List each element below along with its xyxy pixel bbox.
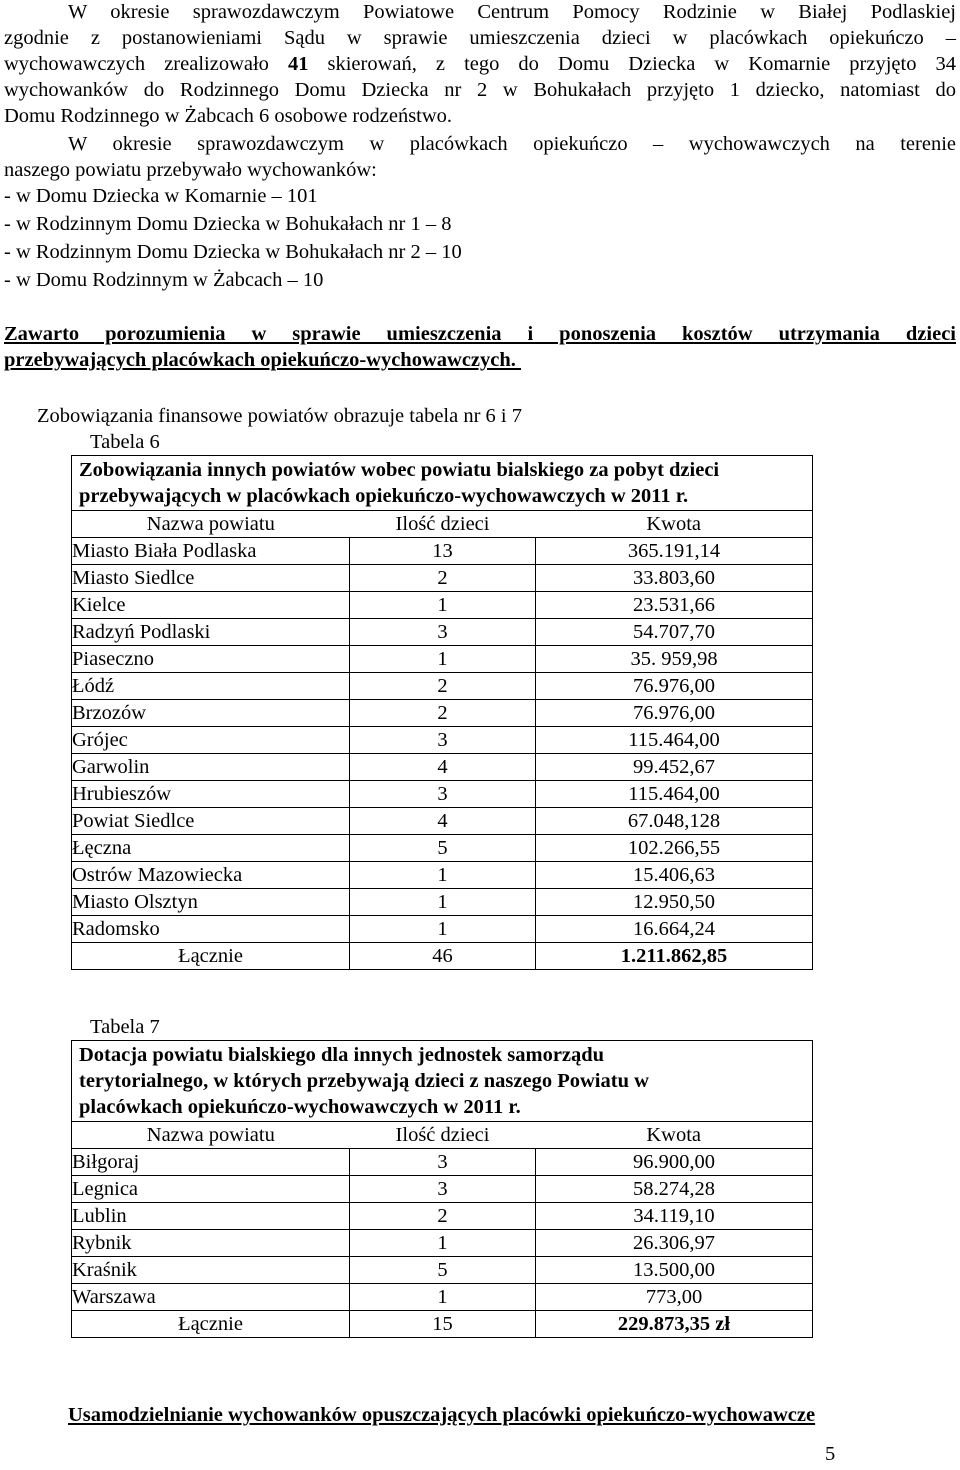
list-item: - w Rodzinnym Domu Dziecka w Bohukałach nr 1 – 8: [4, 213, 452, 235]
children-count: 3: [350, 727, 536, 754]
table-row: [72, 565, 813, 592]
table-7-caption: [72, 1041, 813, 1122]
children-count: 4: [350, 754, 536, 781]
caption-line: terytorialnego, w których przebywają dzieci z naszego Powiatu w: [79, 1070, 649, 1092]
table-6: [71, 455, 813, 970]
amount: 67.048,128: [536, 808, 813, 835]
county-name: Piaseczno: [72, 646, 350, 673]
table-row: [72, 1284, 813, 1311]
county-name: Legnica: [72, 1176, 350, 1203]
amount: 96.900,00: [536, 1149, 813, 1176]
table-6-label: Tabela 6: [90, 431, 160, 453]
table-row: [72, 619, 813, 646]
table-row: [72, 700, 813, 727]
amount: 35. 959,98: [536, 646, 813, 673]
intro-line-6: W okresie sprawozdawczym w placówkach opiekuńczo – wychowawczych na terenie: [68, 133, 956, 155]
table-row: [72, 646, 813, 673]
children-count: 3: [350, 1176, 536, 1203]
county-name: Radomsko: [72, 916, 350, 943]
table-row: [72, 1149, 813, 1176]
page-number: 5: [825, 1443, 836, 1465]
intro-line-5: Domu Rodzinnego w Żabcach 6 osobowe rodzeństwo.: [4, 105, 453, 127]
amount: 102.266,55: [536, 835, 813, 862]
county-name: Miasto Olsztyn: [72, 889, 350, 916]
children-count: 1: [350, 1284, 536, 1311]
children-count: 5: [350, 835, 536, 862]
total-amount: 1.211.862,85: [536, 943, 813, 970]
county-name: Powiat Siedlce: [72, 808, 350, 835]
children-count: 3: [350, 1149, 536, 1176]
amount: 773,00: [536, 1284, 813, 1311]
county-name: Rybnik: [72, 1230, 350, 1257]
children-count: 1: [350, 592, 536, 619]
county-name: Kraśnik: [72, 1257, 350, 1284]
table-row: [72, 916, 813, 943]
children-count: 5: [350, 1257, 536, 1284]
county-name: Garwolin: [72, 754, 350, 781]
table-row: [72, 889, 813, 916]
obligations-text: Zobowiązania finansowe powiatów obrazuje tabela nr 6 i 7: [37, 405, 522, 427]
intro-line-3: wychowawczych zrealizowało 41 skierowań, z tego do Domu Dziecka w Komarnie przyjęto 34: [4, 53, 957, 75]
list-item: - w Domu Rodzinnym w Żabcach – 10: [4, 269, 324, 291]
county-name: Hrubieszów: [72, 781, 350, 808]
children-count: 3: [350, 781, 536, 808]
children-count: 4: [350, 808, 536, 835]
agreement-heading-line-1: Zawarto porozumienia w sprawie umieszczenia i ponoszenia kosztów utrzymania dzieci: [4, 323, 956, 345]
total-label: Łącznie: [72, 943, 350, 970]
table-header-row: [72, 511, 813, 538]
children-count: 13: [350, 538, 536, 565]
county-name: Radzyń Podlaski: [72, 619, 350, 646]
table-header-row: [72, 1122, 813, 1149]
children-count: 1: [350, 862, 536, 889]
total-amount: 229.873,35 zł: [536, 1311, 813, 1338]
total-children: 15: [350, 1311, 536, 1338]
amount: 26.306,97: [536, 1230, 813, 1257]
total-label: Łącznie: [72, 1311, 350, 1338]
county-name: Ostrów Mazowiecka: [72, 862, 350, 889]
county-name: Miasto Biała Podlaska: [72, 538, 350, 565]
table-row: [72, 592, 813, 619]
table-row: [72, 835, 813, 862]
amount: 58.274,28: [536, 1176, 813, 1203]
table-row: [72, 754, 813, 781]
table-6-caption: Zobowiązania innych powiatów wobec powiatu bialskiego za pobyt dzieci przebywających w placówkach opiekuńczo-wychowawczych w 2011 r.: [72, 456, 813, 511]
intro-line-1: W okresie sprawozdawczym Powiatowe Centrum Pomocy Rodzinie w Białej Podlaskiej: [68, 1, 956, 23]
column-header: Nazwa powiatu: [146, 1124, 275, 1146]
amount: 54.707,70: [536, 619, 813, 646]
table-total-row: [72, 1311, 813, 1338]
amount: 115.464,00: [536, 781, 813, 808]
county-name: Warszawa: [72, 1284, 350, 1311]
table-total-row: [72, 943, 813, 970]
county-name: Grójec: [72, 727, 350, 754]
list-item: - w Rodzinnym Domu Dziecka w Bohukałach nr 2 – 10: [4, 241, 462, 263]
county-name: Miasto Siedlce: [72, 565, 350, 592]
table-row: [72, 673, 813, 700]
children-count: 2: [350, 565, 536, 592]
table-row: [72, 538, 813, 565]
children-count: 1: [350, 646, 536, 673]
intro-line-4: wychowanków do Rodzinnego Domu Dziecka nr 2 w Bohukałach przyjęto 1 dziecko, natomiast do: [4, 79, 956, 101]
amount: 365.191,14: [536, 538, 813, 565]
intro-line-7: naszego powiatu przebywało wychowanków:: [4, 159, 377, 181]
county-name: Łódź: [72, 673, 350, 700]
amount: 15.406,63: [536, 862, 813, 889]
county-name: Kielce: [72, 592, 350, 619]
amount: 23.531,66: [536, 592, 813, 619]
table-row: [72, 1203, 813, 1230]
caption-line: Dotacja powiatu bialskiego dla innych jednostek samorządu: [79, 1044, 605, 1066]
amount: 76.976,00: [536, 673, 813, 700]
column-header: Ilość dzieci: [395, 1124, 490, 1146]
table-row: [72, 727, 813, 754]
children-count: 2: [350, 673, 536, 700]
county-name: Biłgoraj: [72, 1149, 350, 1176]
total-children: 46: [350, 943, 536, 970]
amount: 99.452,67: [536, 754, 813, 781]
county-name: Lublin: [72, 1203, 350, 1230]
column-header: Kwota: [646, 513, 702, 535]
children-count: 1: [350, 1230, 536, 1257]
table-row: [72, 808, 813, 835]
table-7-label: Tabela 7: [90, 1016, 160, 1038]
children-count: 3: [350, 619, 536, 646]
column-header: Nazwa powiatu: [146, 513, 275, 535]
county-name: Brzozów: [72, 700, 350, 727]
amount: 16.664,24: [536, 916, 813, 943]
column-header: Kwota: [646, 1124, 702, 1146]
table-row: [72, 862, 813, 889]
agreement-heading-line-2: przebywających placówkach opiekuńczo-wychowawczych.: [4, 349, 522, 371]
amount: 34.119,10: [536, 1203, 813, 1230]
intro-line-2: zgodnie z postanowieniami Sądu w sprawie umieszczenia dzieci w placówkach opiekuńczo –: [4, 27, 956, 49]
children-count: 1: [350, 916, 536, 943]
amount: 76.976,00: [536, 700, 813, 727]
children-count: 1: [350, 889, 536, 916]
children-count: 2: [350, 700, 536, 727]
caption-line: placówkach opiekuńczo-wychowawczych w 2011 r.: [79, 1096, 521, 1118]
children-count: 2: [350, 1203, 536, 1230]
list-item: - w Domu Dziecka w Komarnie – 101: [4, 185, 318, 207]
table-row: [72, 1176, 813, 1203]
table-row: [72, 1230, 813, 1257]
county-name: Łęczna: [72, 835, 350, 862]
table-row: [72, 1257, 813, 1284]
amount: 33.803,60: [536, 565, 813, 592]
amount: 13.500,00: [536, 1257, 813, 1284]
table-row: [72, 781, 813, 808]
referrals-count: 41: [287, 53, 309, 75]
section-heading: Usamodzielnianie wychowanków opuszczających placówki opiekuńczo-wychowawcze: [68, 1404, 816, 1426]
amount: 115.464,00: [536, 727, 813, 754]
amount: 12.950,50: [536, 889, 813, 916]
column-header: Ilość dzieci: [395, 513, 490, 535]
table-7: [71, 1040, 813, 1338]
